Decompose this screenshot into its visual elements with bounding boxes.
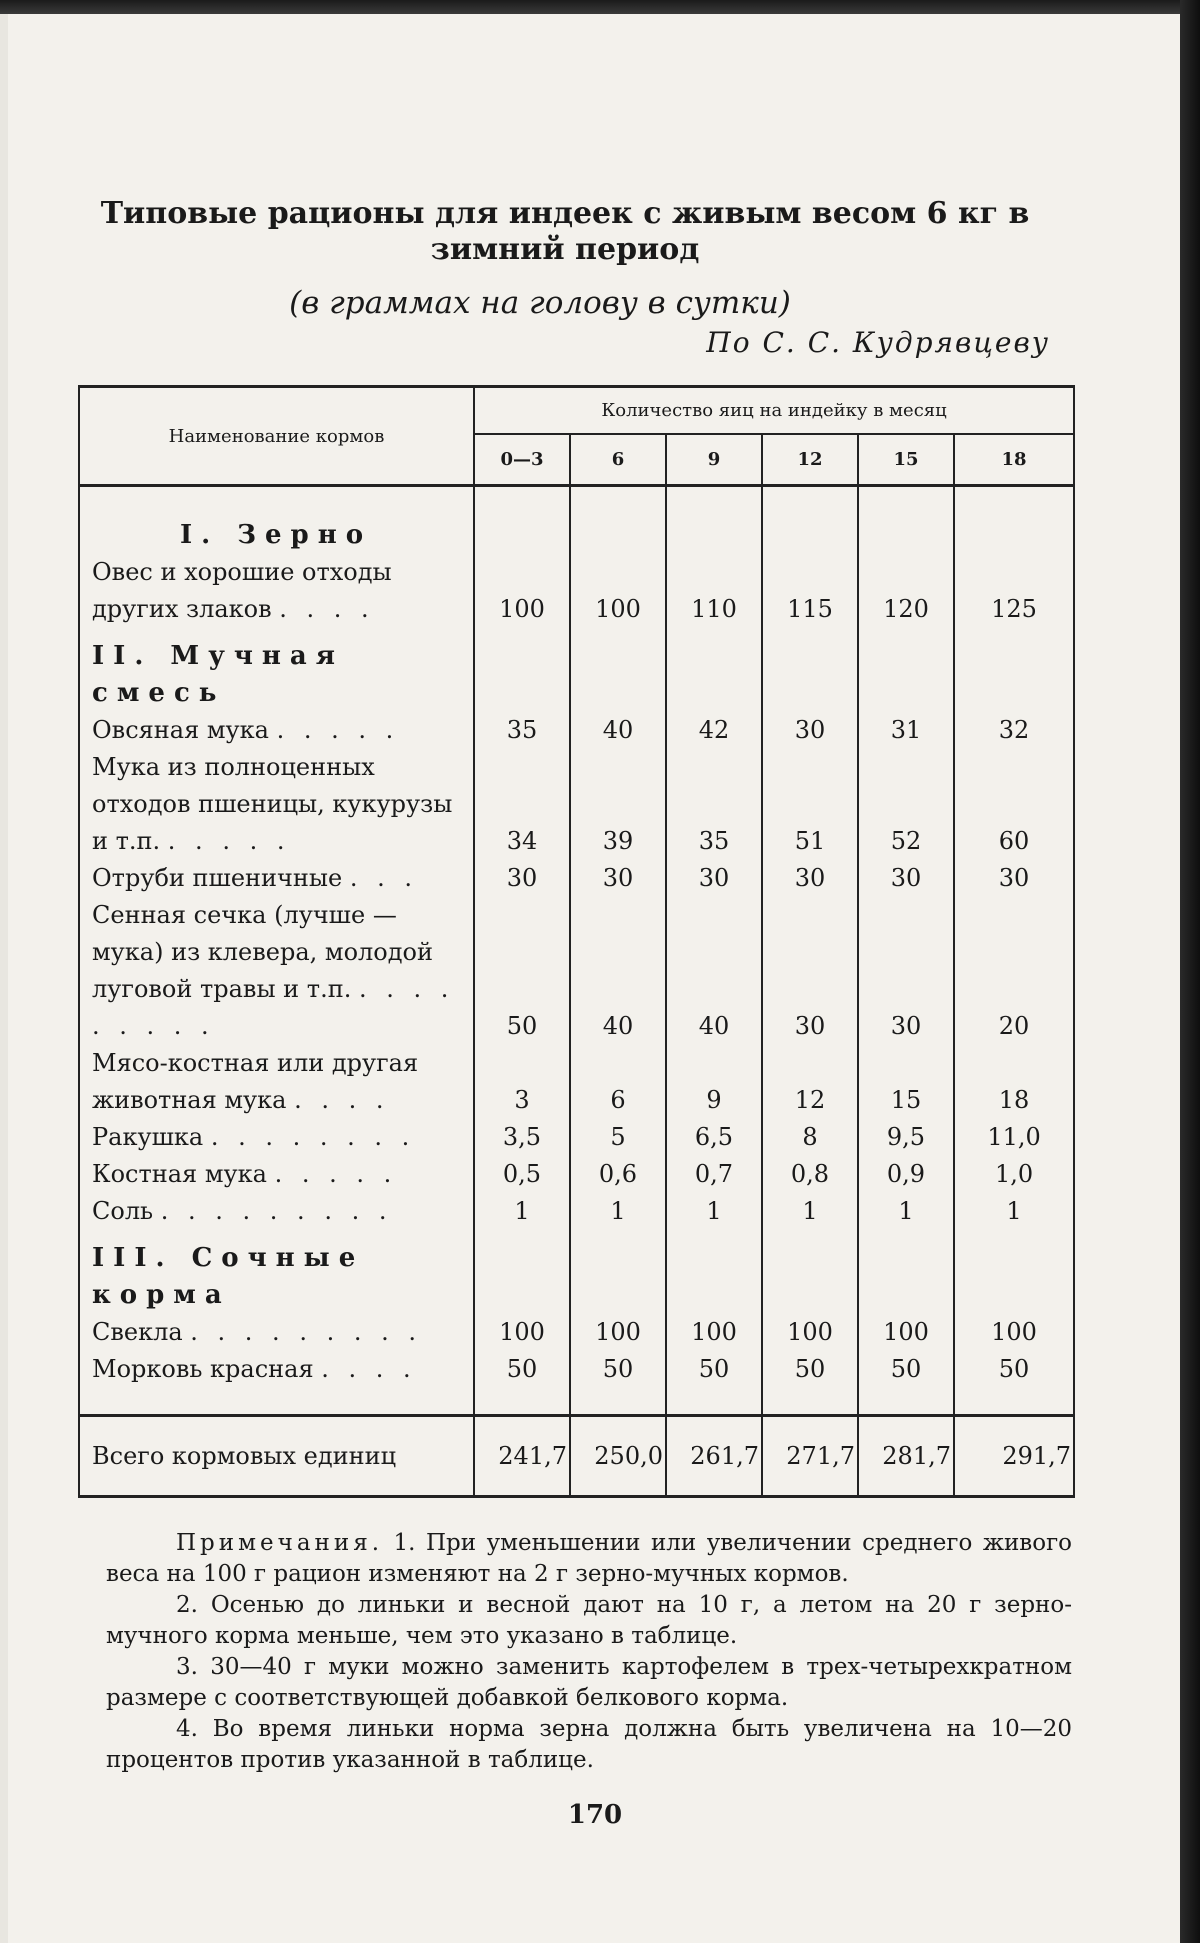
page-subtitle: (в граммах на голову в сутки)	[289, 285, 791, 321]
leader-dots: . . . . . . . . .	[160, 1197, 393, 1225]
column-header: 12	[762, 434, 858, 486]
value-cell: 50	[858, 1351, 954, 1388]
value-cell: 51	[762, 749, 858, 860]
value-cell: 11,0	[954, 1119, 1074, 1156]
section-title: I. Зерно	[79, 486, 474, 555]
table-row	[79, 1156, 1074, 1193]
feed-name: Морковь красная	[92, 1355, 314, 1383]
table-row	[79, 1314, 1074, 1351]
section-title: III. Сочные корма	[79, 1230, 474, 1314]
leader-dots: . . . . .	[276, 716, 400, 744]
value-cell: 0,8	[762, 1156, 858, 1193]
value-cell: 0,5	[474, 1156, 570, 1193]
empty-cell	[666, 628, 762, 712]
value-cell: 1	[954, 1193, 1074, 1230]
feed-name-cell	[79, 1351, 474, 1388]
value-cell: 125	[954, 554, 1074, 628]
value-cell: 50	[570, 1351, 666, 1388]
value-cell: 20	[954, 897, 1074, 1045]
author-credit: По С. С. Кудрявцеву	[706, 326, 1050, 359]
note-text: 1. При уменьшении или увеличении среднего живого веса на 100 г рацион изменяют на 2 г зерно-мучных кормов.	[106, 1530, 1073, 1587]
value-cell: 60	[954, 749, 1074, 860]
feed-name-cell	[79, 554, 474, 628]
total-row	[79, 1416, 1074, 1497]
feed-name-cell	[79, 1193, 474, 1230]
page-number: 170	[567, 1800, 623, 1830]
value-cell: 30	[762, 860, 858, 897]
value-cell: 52	[858, 749, 954, 860]
feed-name: Овсяная мука	[92, 716, 269, 744]
scan-left-margin	[0, 0, 8, 1943]
value-cell: 50	[954, 1351, 1074, 1388]
scan-top-edge	[0, 0, 1200, 14]
feed-name: Костная мука	[92, 1160, 267, 1188]
note-2: 2. Осенью до линьки и весной дают на 10 г, а летом на 20 г зерно-мучного корма меньше, чем это указано в таблице.	[106, 1592, 1072, 1649]
empty-cell	[570, 1230, 666, 1314]
total-value: 261,7	[666, 1416, 762, 1497]
section-row	[79, 628, 1074, 712]
value-cell: 100	[858, 1314, 954, 1351]
value-cell: 34	[474, 749, 570, 860]
value-cell: 0,7	[666, 1156, 762, 1193]
total-value: 241,7	[474, 1416, 570, 1497]
value-cell: 30	[666, 860, 762, 897]
value-cell: 30	[858, 897, 954, 1045]
value-cell: 0,6	[570, 1156, 666, 1193]
value-cell: 30	[858, 860, 954, 897]
empty-cell	[762, 628, 858, 712]
feed-name: Мука из полноценных отходов пшеницы, кукурузы и т.п.	[92, 753, 453, 855]
empty-cell	[762, 486, 858, 555]
section-title: II. Мучная смесь	[79, 628, 474, 712]
value-cell: 6	[570, 1045, 666, 1119]
table-row	[79, 1045, 1074, 1119]
table-row	[79, 1193, 1074, 1230]
empty-cell	[954, 1388, 1074, 1416]
value-cell: 50	[666, 1351, 762, 1388]
empty-cell	[954, 628, 1074, 712]
value-cell: 40	[570, 897, 666, 1045]
eggs-per-month-header: Количество яиц на индейку в месяц	[474, 387, 1074, 434]
empty-cell	[666, 486, 762, 555]
leader-dots: . . .	[349, 864, 418, 892]
empty-cell	[858, 1388, 954, 1416]
empty-cell	[474, 628, 570, 712]
value-cell: 50	[474, 1351, 570, 1388]
ration-table	[78, 385, 1075, 1498]
feed-name-cell	[79, 1045, 474, 1119]
value-cell: 0,9	[858, 1156, 954, 1193]
empty-cell	[666, 1230, 762, 1314]
empty-cell	[570, 486, 666, 555]
value-cell: 8	[762, 1119, 858, 1156]
value-cell: 18	[954, 1045, 1074, 1119]
value-cell: 1	[474, 1193, 570, 1230]
leader-dots: . . . . .	[167, 827, 291, 855]
value-cell: 30	[474, 860, 570, 897]
table-row	[79, 554, 1074, 628]
value-cell: 100	[570, 554, 666, 628]
empty-cell	[666, 1388, 762, 1416]
empty-cell	[570, 628, 666, 712]
empty-cell	[570, 1388, 666, 1416]
leader-dots: . . . . . . . .	[210, 1123, 416, 1151]
leader-dots: . . . . .	[274, 1160, 398, 1188]
value-cell: 100	[762, 1314, 858, 1351]
value-cell: 1	[666, 1193, 762, 1230]
value-cell: 40	[666, 897, 762, 1045]
value-cell: 50	[762, 1351, 858, 1388]
feed-name-cell	[79, 860, 474, 897]
value-cell: 30	[954, 860, 1074, 897]
empty-cell	[954, 486, 1074, 555]
value-cell: 110	[666, 554, 762, 628]
feed-name-header: Наименование кормов	[79, 387, 474, 486]
column-header: 6	[570, 434, 666, 486]
leader-dots: . . . . . . . . .	[190, 1318, 422, 1346]
total-value: 250,0	[570, 1416, 666, 1497]
value-cell: 3,5	[474, 1119, 570, 1156]
column-header: 15	[858, 434, 954, 486]
feed-name-cell	[79, 897, 474, 1045]
scan-right-edge	[1180, 0, 1200, 1943]
feed-name-cell	[79, 1156, 474, 1193]
empty-cell	[762, 1230, 858, 1314]
notes-block	[106, 1528, 1072, 1776]
value-cell: 1	[858, 1193, 954, 1230]
feed-name-cell	[79, 1119, 474, 1156]
empty-cell	[858, 1230, 954, 1314]
total-value: 271,7	[762, 1416, 858, 1497]
column-header: 18	[954, 434, 1074, 486]
value-cell: 115	[762, 554, 858, 628]
value-cell: 35	[474, 712, 570, 749]
leader-dots: . . . .	[279, 595, 375, 623]
feed-name: Соль	[92, 1197, 154, 1225]
feed-name: Овес и хорошие отходы других злаков	[92, 558, 392, 623]
value-cell: 100	[570, 1314, 666, 1351]
value-cell: 39	[570, 749, 666, 860]
note-1	[106, 1528, 1072, 1590]
value-cell: 35	[666, 749, 762, 860]
value-cell: 1,0	[954, 1156, 1074, 1193]
value-cell: 30	[762, 712, 858, 749]
value-cell: 120	[858, 554, 954, 628]
empty-cell	[474, 486, 570, 555]
empty-cell	[474, 1388, 570, 1416]
total-value: 291,7	[954, 1416, 1074, 1497]
value-cell: 5	[570, 1119, 666, 1156]
value-cell: 100	[474, 1314, 570, 1351]
value-cell: 1	[762, 1193, 858, 1230]
value-cell: 1	[570, 1193, 666, 1230]
value-cell: 9	[666, 1045, 762, 1119]
feed-name: Сенная сечка (лучше — мука) из клевера, молодой луговой травы и т.п.	[92, 901, 433, 1003]
table-row	[79, 712, 1074, 749]
empty-cell	[79, 1388, 474, 1416]
spacer-row	[79, 1388, 1074, 1416]
feed-name-cell	[79, 1314, 474, 1351]
table-row	[79, 749, 1074, 860]
section-row	[79, 486, 1074, 555]
value-cell: 100	[954, 1314, 1074, 1351]
feed-name: Ракушка	[92, 1123, 204, 1151]
feed-name: Мясо-костная или другая животная мука	[92, 1049, 419, 1114]
value-cell: 42	[666, 712, 762, 749]
value-cell: 100	[474, 554, 570, 628]
empty-cell	[858, 628, 954, 712]
total-label: Всего кормовых единиц	[79, 1416, 474, 1497]
value-cell: 100	[666, 1314, 762, 1351]
notes-lead: Примечания.	[176, 1530, 384, 1556]
value-cell: 30	[762, 897, 858, 1045]
value-cell: 9,5	[858, 1119, 954, 1156]
empty-cell	[474, 1230, 570, 1314]
ration-table-body	[79, 486, 1074, 1497]
table-row	[79, 897, 1074, 1045]
table-row	[79, 1119, 1074, 1156]
value-cell: 12	[762, 1045, 858, 1119]
leader-dots: . . . . . . . . .	[92, 975, 455, 1040]
note-4: 4. Во время линьки норма зерна должна быть увеличена на 10—20 процентов против указанной в таблице.	[106, 1716, 1072, 1773]
value-cell: 31	[858, 712, 954, 749]
value-cell: 40	[570, 712, 666, 749]
feed-name-cell	[79, 749, 474, 860]
total-value: 281,7	[858, 1416, 954, 1497]
column-header: 9	[666, 434, 762, 486]
empty-cell	[858, 486, 954, 555]
value-cell: 32	[954, 712, 1074, 749]
feed-name: Отруби пшеничные	[92, 864, 343, 892]
empty-cell	[762, 1388, 858, 1416]
column-header: 0—3	[474, 434, 570, 486]
feed-name: Свекла	[92, 1318, 183, 1346]
feed-name-cell	[79, 712, 474, 749]
value-cell: 3	[474, 1045, 570, 1119]
value-cell: 6,5	[666, 1119, 762, 1156]
page-title: Типовые рационы для индеек с живым весом 6 кг в зимний период	[100, 196, 1030, 267]
value-cell: 30	[570, 860, 666, 897]
value-cell: 15	[858, 1045, 954, 1119]
table-row	[79, 1351, 1074, 1388]
note-3: 3. 30—40 г муки можно заменить картофелем в трех-четырехкратном размере с соответствующей добавкой белкового корма.	[106, 1654, 1072, 1711]
section-row	[79, 1230, 1074, 1314]
value-cell: 50	[474, 897, 570, 1045]
table-row	[79, 860, 1074, 897]
empty-cell	[954, 1230, 1074, 1314]
leader-dots: . . . .	[321, 1355, 417, 1383]
leader-dots: . . . .	[294, 1086, 390, 1114]
